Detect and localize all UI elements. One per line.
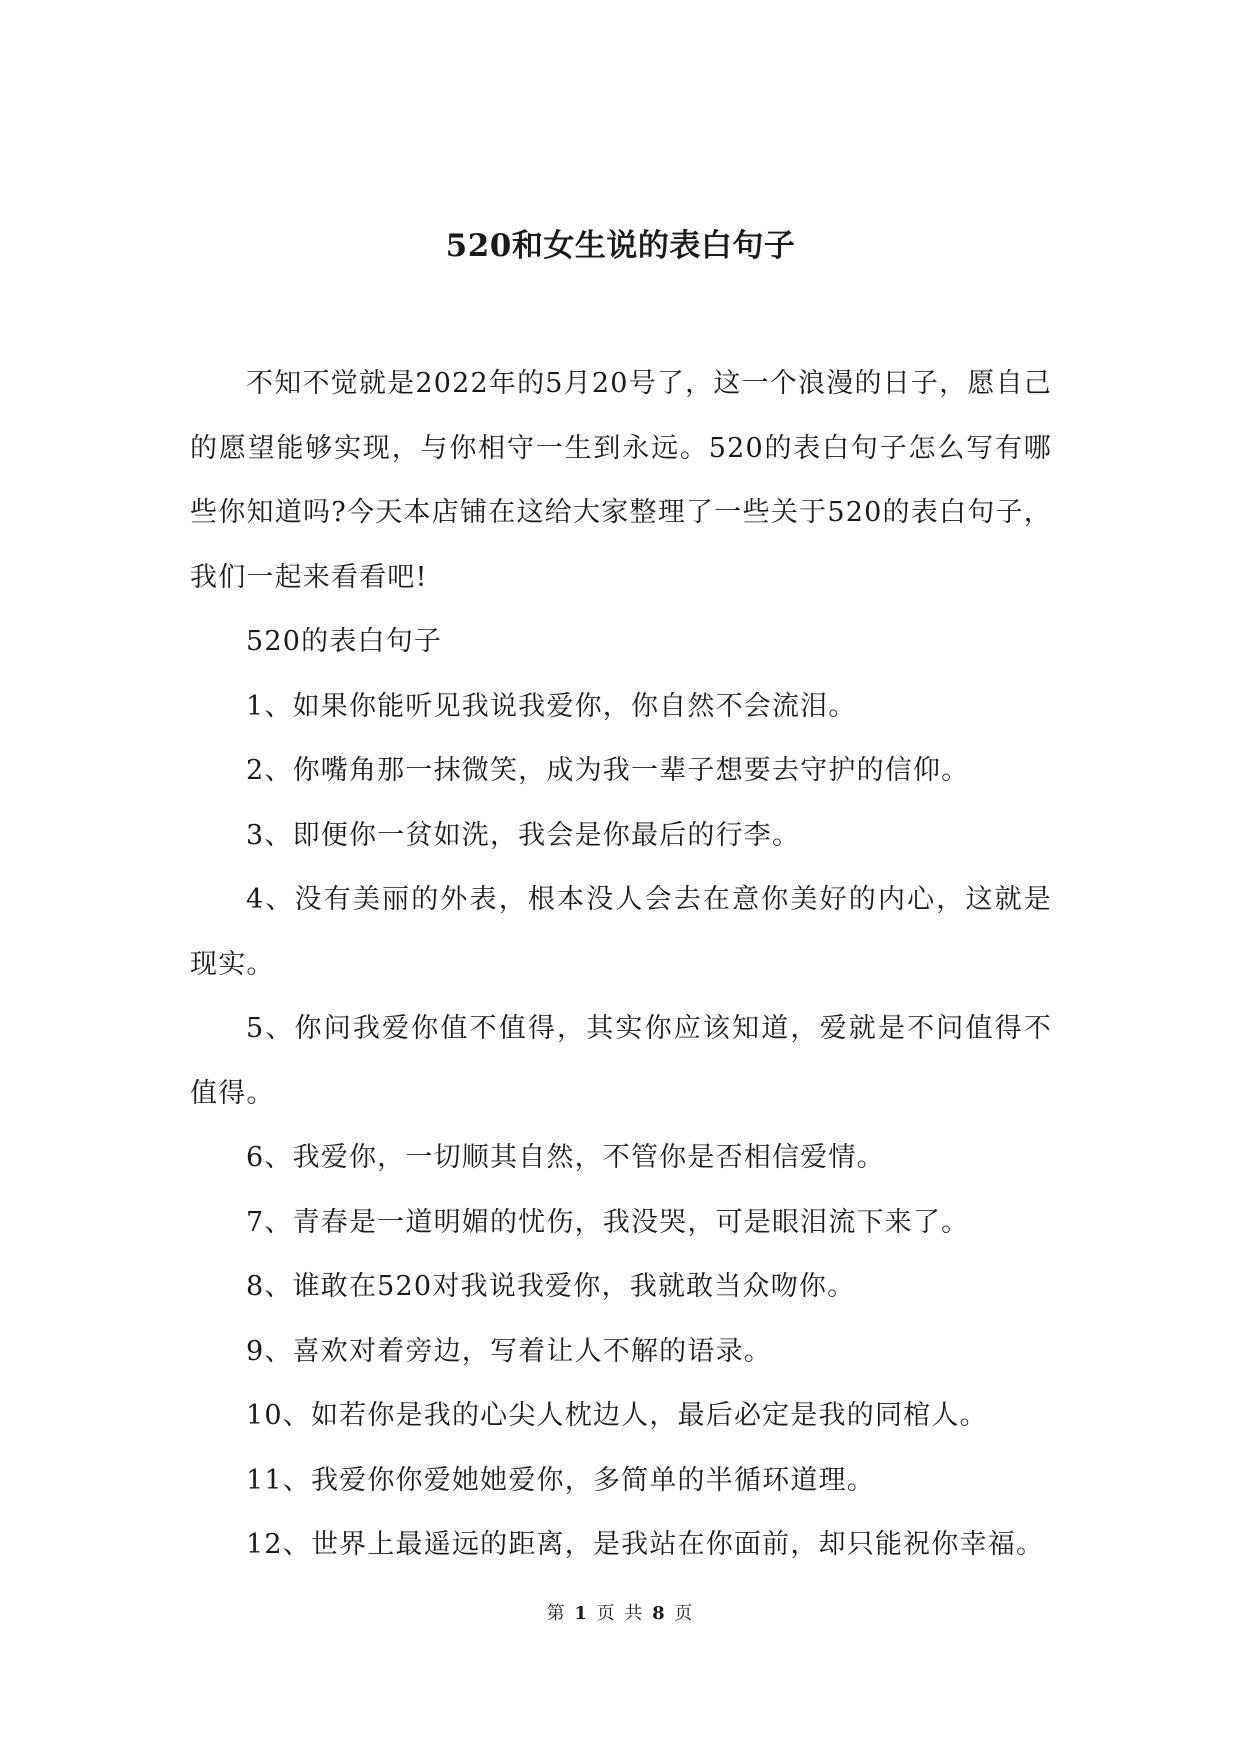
list-item: 7、青春是一道明媚的忧伤，我没哭，可是眼泪流下来了。 xyxy=(246,1206,970,1238)
list-item: 12、世界上最遥远的距离，是我站在你面前，却只能祝你幸福。 xyxy=(246,1529,1045,1560)
section-heading: 520的表白句子 xyxy=(246,626,443,657)
list-item: 4、没有美丽的外表，根本没人会去在意你美好的内心，这就是现实。 xyxy=(190,884,1052,980)
list-item: 6、我爱你，一切顺其自然，不管你是否相信爱情。 xyxy=(246,1142,885,1173)
footer-prefix: 第 xyxy=(546,1603,567,1624)
list-item: 5、你问我爱你值不值得，其实你应该知道，爱就是不问值得不值得。 xyxy=(190,1013,1052,1109)
document-title: 520和女生说的表白句子 xyxy=(445,228,796,264)
list-item: 8、谁敢在520对我说我爱你，我就敢当众吻你。 xyxy=(246,1271,856,1302)
footer-middle: 页 共 xyxy=(596,1603,645,1624)
footer-page-number: 1 xyxy=(574,1603,589,1624)
list-item: 11、我爱你你爱她她爱你，多简单的半循环道理。 xyxy=(246,1464,875,1496)
list-item: 3、即便你一贫如洗，我会是你最后的行李。 xyxy=(246,819,801,851)
footer-suffix: 页 xyxy=(674,1603,695,1624)
document-body xyxy=(190,352,1052,1578)
list-item: 2、你嘴角那一抹微笑，成为我一辈子想要去守护的信仰。 xyxy=(246,755,970,786)
intro-paragraph: 不知不觉就是2022年的5月20号了，这一个浪漫的日子，愿自己的愿望能够实现，与你相守一生到永远。520的表白句子怎么写有哪些你知道吗?今天本店铺在这给大家整理了一些关于520的表白句子，我们一起来看看吧! xyxy=(190,368,1052,593)
footer-total-pages: 8 xyxy=(652,1603,667,1624)
list-item: 10、如若你是我的心尖人枕边人，最后必定是我的同棺人。 xyxy=(246,1400,988,1431)
list-item: 1、如果你能听见我说我爱你，你自然不会流泪。 xyxy=(246,690,857,722)
list-item: 9、喜欢对着旁边，写着让人不解的语录。 xyxy=(246,1335,772,1367)
page-footer xyxy=(0,1600,1241,1628)
